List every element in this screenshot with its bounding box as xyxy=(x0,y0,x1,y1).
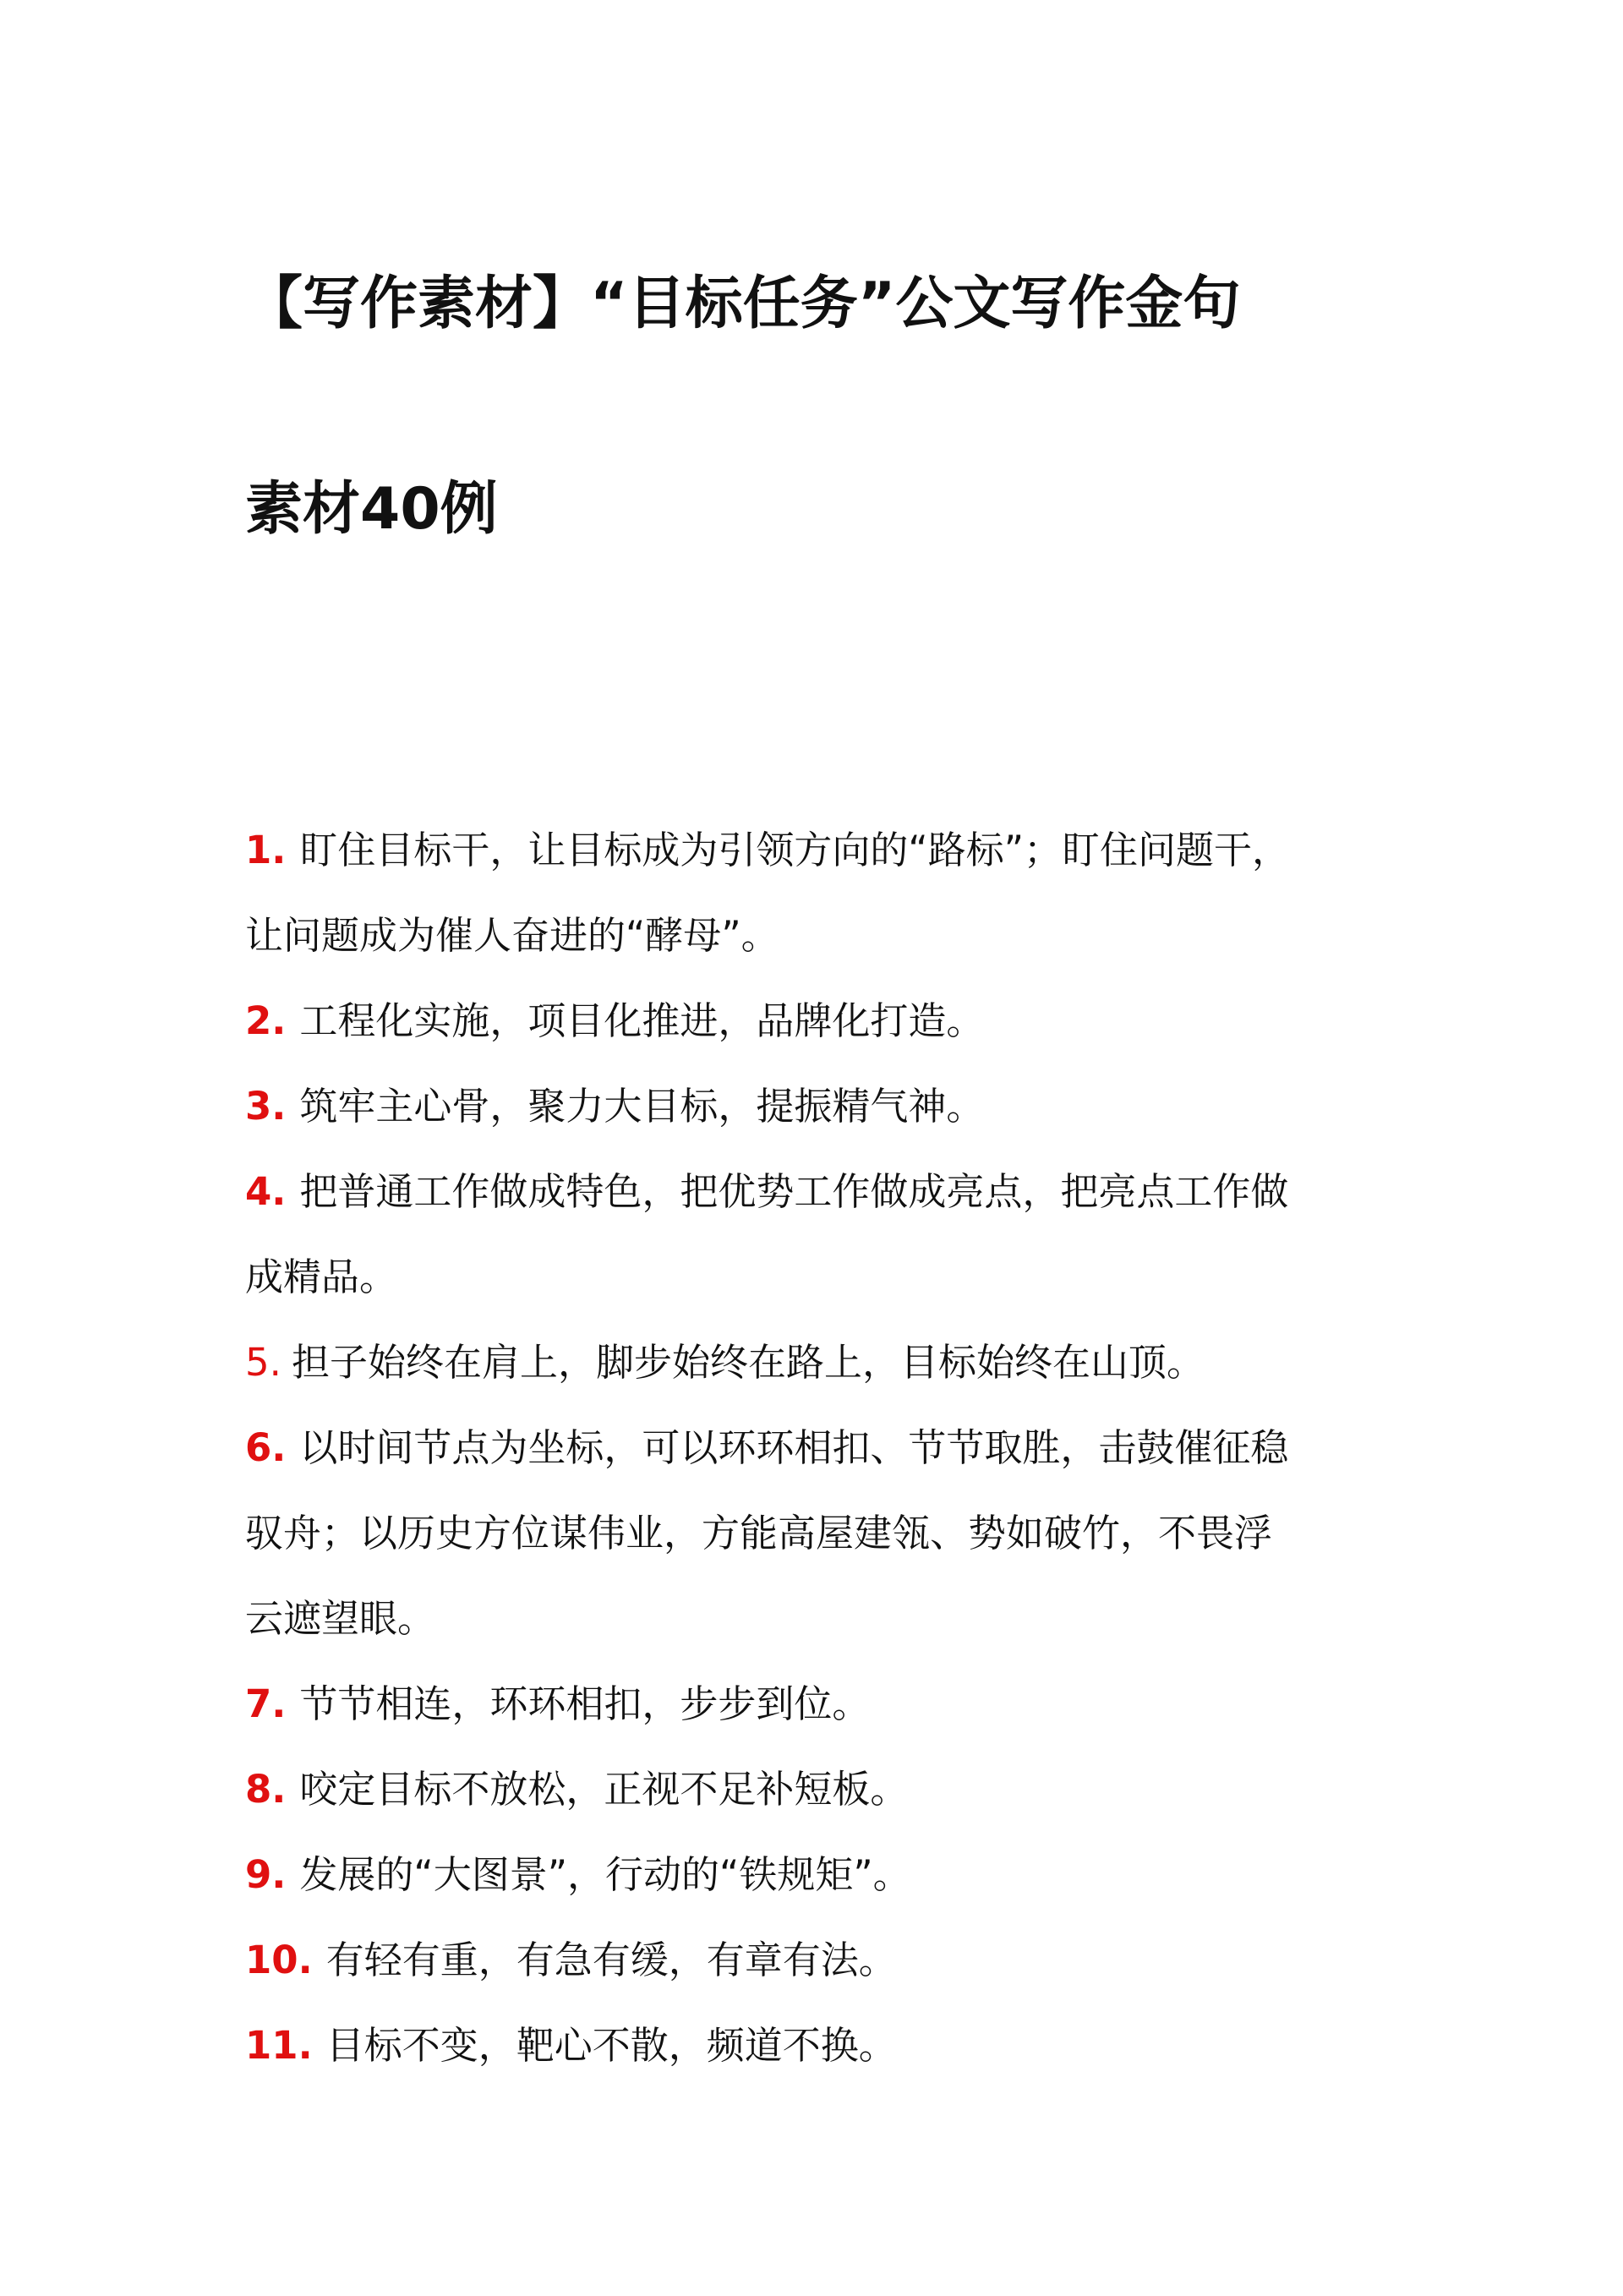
list-item xyxy=(245,1320,1429,1405)
item-text: 以时间节点为坐标，可以环环相扣、节节取胜，击鼓催征稳 xyxy=(299,1425,1289,1470)
list-item xyxy=(245,1661,1429,1747)
item-text: 有轻有重，有急有缓，有章有法。 xyxy=(325,1938,897,1982)
item-text: 盯住目标干，让目标成为引领方向的“路标”；盯住问题干， xyxy=(299,828,1291,872)
item-text: 发展的“大图景”，行动的“铁规矩”。 xyxy=(299,1852,911,1897)
item-line xyxy=(245,1063,1429,1149)
item-text: 筑牢主心骨，聚力大目标，提振精气神。 xyxy=(299,1084,985,1129)
item-text: 驭舟；以历史方位谋伟业，方能高屋建瓴、势如破竹，不畏浮 xyxy=(245,1511,1273,1555)
item-number: 6. xyxy=(245,1425,287,1470)
item-text: 让问题成为催人奋进的“酵母”。 xyxy=(245,913,779,958)
item-line xyxy=(245,1747,1429,1832)
list-item xyxy=(245,2003,1429,2088)
item-line xyxy=(245,1661,1429,1747)
item-line xyxy=(245,2003,1429,2088)
item-number: 5. xyxy=(245,1340,281,1385)
list-item xyxy=(245,978,1429,1063)
item-text: 把普通工作做成特色，把优势工作做成亮点，把亮点工作做 xyxy=(299,1169,1289,1214)
item-number: 7. xyxy=(245,1681,287,1726)
item-line xyxy=(245,1405,1429,1490)
item-line xyxy=(245,893,1429,978)
item-number: 2. xyxy=(245,998,287,1043)
item-line xyxy=(245,1832,1429,1917)
item-number: 1. xyxy=(245,828,287,872)
item-text: 目标不变，靶心不散，频道不换。 xyxy=(325,2023,897,2068)
item-text: 担子始终在肩上，脚步始终在路上，目标始终在山顶。 xyxy=(291,1340,1205,1385)
item-line xyxy=(245,1234,1429,1320)
list-item xyxy=(245,1917,1429,2003)
document-title-line-1: 【写作素材】“目标任务”公文写作金句 xyxy=(245,271,1241,337)
item-line xyxy=(245,1576,1429,1661)
item-text: 云遮望眼。 xyxy=(245,1596,436,1641)
quote-list xyxy=(245,807,1429,2088)
item-line xyxy=(245,1320,1429,1405)
item-line xyxy=(245,978,1429,1063)
item-number: 10. xyxy=(245,1938,313,1982)
item-line xyxy=(245,1917,1429,2003)
item-text: 节节相连，环环相扣，步步到位。 xyxy=(299,1681,871,1726)
list-item xyxy=(245,1405,1429,1661)
list-item xyxy=(245,1149,1429,1320)
item-number: 8. xyxy=(245,1767,287,1812)
document-title-line-2: 素材40例 xyxy=(245,476,498,543)
list-item xyxy=(245,807,1429,978)
item-text: 工程化实施，项目化推进，品牌化打造。 xyxy=(299,998,985,1043)
item-number: 9. xyxy=(245,1852,287,1897)
item-text: 咬定目标不放松，正视不足补短板。 xyxy=(299,1767,909,1812)
item-number: 11. xyxy=(245,2023,313,2068)
item-line xyxy=(245,1149,1429,1234)
item-line xyxy=(245,1490,1429,1576)
item-text: 成精品。 xyxy=(245,1255,398,1299)
list-item xyxy=(245,1832,1429,1917)
list-item xyxy=(245,1063,1429,1149)
list-item xyxy=(245,1747,1429,1832)
item-line xyxy=(245,807,1429,893)
item-number: 4. xyxy=(245,1169,287,1214)
item-number: 3. xyxy=(245,1084,287,1129)
